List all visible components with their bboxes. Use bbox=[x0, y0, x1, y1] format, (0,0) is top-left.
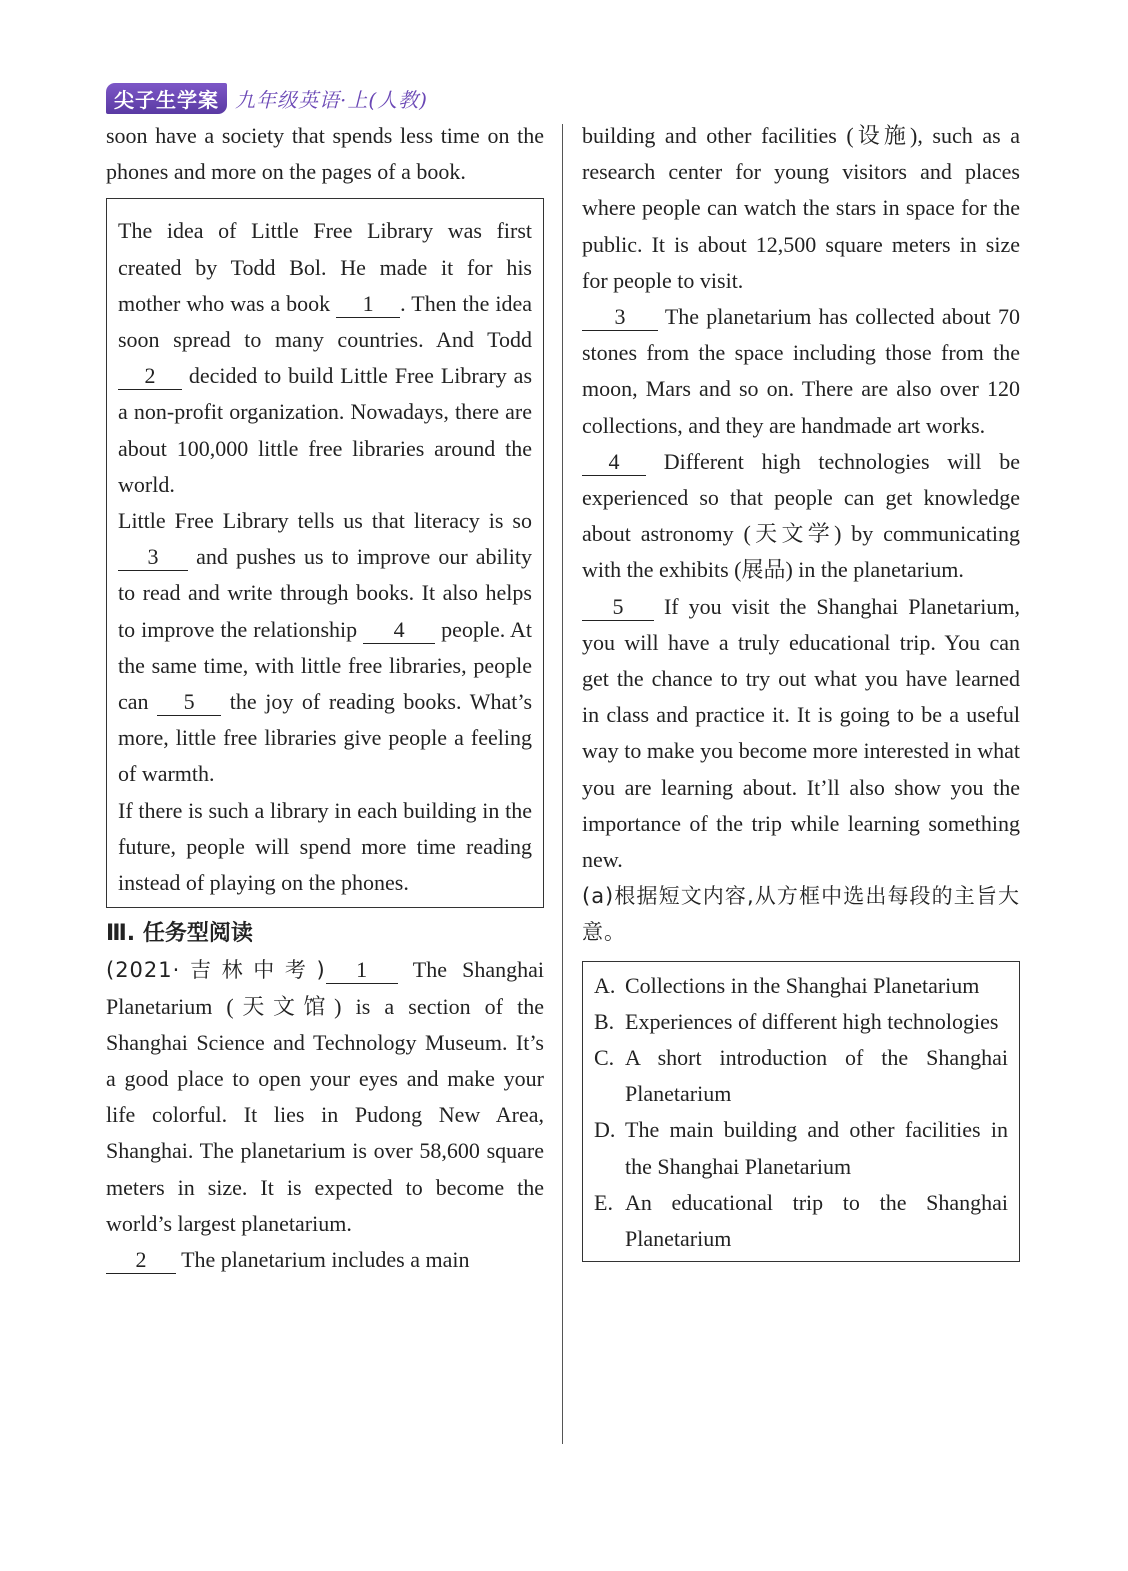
box-paragraph-2: Little Free Library tells us that literacy is so 3 and pushes us to improve our ability to read and write through books. It also helps to improve the relationship 4 people. At the same time, with little free libraries, people can 5 the joy of reading books. What’s more, little free libraries give people a feeling of warmth. bbox=[118, 508, 533, 787]
page-header bbox=[106, 82, 428, 114]
heading-blank-1[interactable]: 1 bbox=[326, 957, 398, 984]
reading-paragraph-3: 3 The planetarium has collected about 70 stones from the space including those from the moon, Mars and so on. There are also over 120 collections, and they are handmade art works. bbox=[582, 304, 1020, 438]
heading-blank-3[interactable]: 3 bbox=[582, 304, 658, 331]
option-b: B. Experiences of different high technologies bbox=[594, 1008, 999, 1034]
option-a: A. Collections in the Shanghai Planetarium bbox=[594, 972, 980, 998]
section-title: Ⅲ. 任务型阅读 bbox=[106, 921, 253, 947]
reading-paragraph-1: (2021·吉林中考) 1 The Shanghai Planetarium (天文馆) is a section of the Shanghai Science and Technology Museum. It’s a good place to open your eyes and make your life colorful. It lies in Pudong New Area, Shanghai. The planetarium is over 58,600 square meters in size. It is expected to become the world’s largest planetarium. bbox=[106, 957, 544, 1236]
column-divider bbox=[562, 124, 563, 1444]
reading-paragraph-2-end: building and other facilities (设施), such as a research center for young visitors and places where people can watch the stars in space for the public. It is about 12,500 square meters in size for people to visit. bbox=[582, 123, 1020, 293]
left-column bbox=[106, 118, 544, 1278]
reading-paragraph-4: 4 Different high technologies will be experienced so that people can get knowledge about astronomy (天文学) by communicating with the exhibits (展品) in the planetarium. bbox=[582, 448, 1020, 583]
reading-paragraph-2-start: 2 The planetarium includes a main bbox=[106, 1242, 544, 1278]
right-column bbox=[582, 118, 1020, 1262]
heading-blank-5[interactable]: 5 bbox=[582, 594, 654, 621]
book-subtitle: 九年级英语·上(人教) bbox=[235, 87, 428, 112]
reading-paragraph-5: 5 If you visit the Shanghai Planetarium, you will have a truly educational trip. You can get the chance to try out what you have learned in class and practice it. It is going to be a useful way to make you become more interested in what you are learning about. It’ll also show you the importance of the trip while learning something new. bbox=[582, 593, 1020, 873]
box-paragraph-1: The idea of Little Free Library was first created by Todd Bol. He made it for his mother who was a book 1 . Then the idea soon spread to many countries. And Todd 2 decided to build Little Free Library as a non-profit organization. Nowadays, there are about 100,000 little free libraries around the world. bbox=[118, 218, 532, 497]
answer-blank-4[interactable]: 4 bbox=[363, 617, 435, 644]
answer-blank-2[interactable]: 2 bbox=[118, 363, 182, 390]
answer-blank-3[interactable]: 3 bbox=[118, 544, 188, 571]
intro-paragraph: soon have a society that spends less time on the phones and more on the pages of a book. bbox=[106, 123, 544, 185]
box-paragraph-3: If there is such a library in each building in the future, people will spend more time reading instead of playing on the phones. bbox=[118, 797, 532, 896]
option-c: C. A short introduction of the Shanghai Planetarium bbox=[594, 1045, 1008, 1107]
options-box bbox=[582, 961, 1020, 1263]
brand-badge: 尖子生学案 bbox=[106, 83, 227, 114]
heading-blank-4[interactable]: 4 bbox=[582, 449, 646, 476]
passage-box bbox=[106, 198, 544, 908]
answer-blank-5[interactable]: 5 bbox=[157, 689, 221, 716]
option-e: E. An educational trip to the Shanghai Planetarium bbox=[594, 1189, 1008, 1252]
answer-blank-1[interactable]: 1 bbox=[336, 291, 400, 318]
heading-blank-2[interactable]: 2 bbox=[106, 1247, 176, 1274]
source-label: (2021·吉林中考) bbox=[106, 958, 326, 983]
task-instruction: (a)根据短文内容,从方框中选出每段的主旨大意。 bbox=[582, 884, 1020, 945]
option-d: D. The main building and other facilities in the Shanghai Planetarium bbox=[594, 1117, 1008, 1179]
